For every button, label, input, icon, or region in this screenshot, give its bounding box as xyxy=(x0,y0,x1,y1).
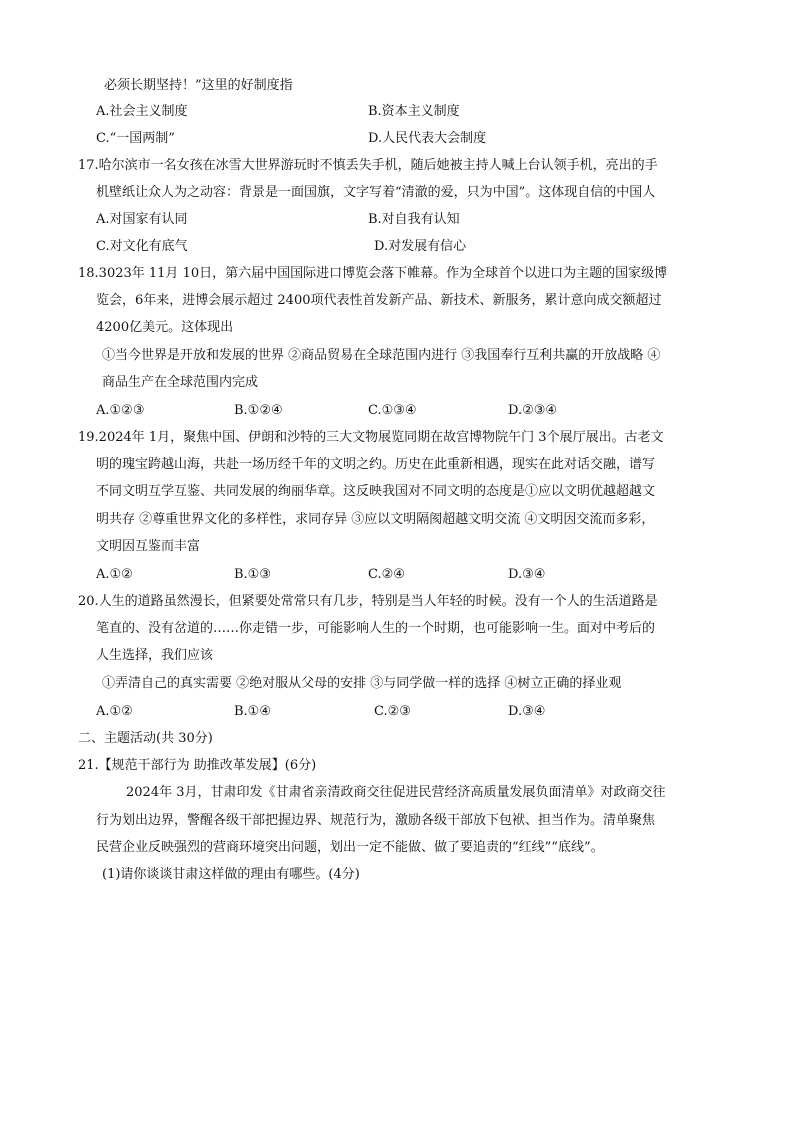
q18-stem-line-2: 览会，6年来，进博会展示超过 2400项代表性首发新产品、新技术、新服务，累计意向成交额超过 xyxy=(96,293,662,308)
q16-option-d: D.人民代表大会制度 xyxy=(368,131,487,146)
q21-para-line-1: 2024年 3月，甘肃印发《甘肃省亲清政商交往促进民营经济高质量发展负面清单》对政商交往 xyxy=(126,785,666,800)
q17-option-d: D.对发展有信心 xyxy=(374,239,467,254)
q20-stem-line-2: 笔直的、没有岔道的……你走错一步，可能影响人生的一个时期，也可能影响一生。面对中考后的 xyxy=(96,621,656,636)
q20-stem-line-3: 人生选择，我们应该 xyxy=(96,648,214,663)
q20-option-d: D.③④ xyxy=(508,704,546,719)
q17-option-b: B.对自我有认知 xyxy=(368,212,460,227)
q18-items-line-1: ①当今世界是开放和发展的世界 ②商品贸易在全球范围内进行 ③我国奉行互利共赢的开放战略 ④ xyxy=(102,348,661,363)
q16-option-b: B.资本主义制度 xyxy=(368,104,460,119)
q16-option-a: A.社会主义制度 xyxy=(96,104,188,119)
q20-option-a: A.①② xyxy=(96,704,133,719)
q19-option-a: A.①② xyxy=(96,567,133,582)
q17-option-c: C.对文化有底气 xyxy=(96,239,188,254)
q19-stem-line-4: 明共存 ②尊重世界文化的多样性，求同存异 ③应以文明隔阂超越文明交流 ④文明因交流而多彩， xyxy=(96,512,655,527)
q19-stem-line-1: 19.2024年 1月，聚焦中国、伊朗和沙特的三大文物展览同期在故宫博物院午门 3个展厅展出。古老文 xyxy=(78,430,664,445)
q16-stem-tail: 必须长期坚持！”这里的好制度指 xyxy=(104,78,293,93)
q21-title: 21.【规范干部行为 助推改革发展】(6分) xyxy=(78,758,317,773)
q19-stem-line-2: 明的瑰宝跨越山海，共赴一场历经千年的文明之约。历史在此重新相遇，现实在此对话交融，谱写 xyxy=(96,457,656,472)
q19-stem-line-3: 不同文明互学互鉴、共同发展的绚丽华章。这反映我国对不同文明的态度是①应以文明优越超越文 xyxy=(96,484,656,499)
q20-items-line-1: ①弄清自己的真实需要 ②绝对服从父母的安排 ③与同学做一样的选择 ④树立正确的择业观 xyxy=(102,676,622,691)
section-heading: 二、主题活动(共 30分) xyxy=(78,731,213,746)
q21-sub-question-1: (1)请你谈谈甘肃这样做的理由有哪些。(4分) xyxy=(102,867,360,882)
q18-stem-line-1: 18.3023年 11月 10日，第六届中国国际进口博览会落下帷幕。作为全球首个以进口为主题的国家级博 xyxy=(78,266,668,281)
q20-stem-line-1: 20.人生的道路虽然漫长，但紧要处常常只有几步，特别是当人年轻的时候。没有一个人的生活道路是 xyxy=(78,594,658,609)
q18-option-a: A.①②③ xyxy=(96,403,145,418)
q16-option-c: C.“一国两制” xyxy=(96,131,175,146)
q19-option-c: C.②④ xyxy=(368,567,405,582)
q21-para-line-3: 民营企业反映强烈的营商环境突出问题，划出一定不能做、做了要追责的“红线”“底线”。 xyxy=(96,840,604,855)
q17-stem-line-2: 机壁纸让众人为之动容：背景是一面国旗，文字写着“清澈的爱，只为中国”。这体现自信的中国人 xyxy=(96,185,656,200)
q19-stem-line-5: 文明因互鉴而丰富 xyxy=(96,539,201,554)
q19-option-d: D.③④ xyxy=(508,567,546,582)
q19-option-b: B.①③ xyxy=(234,567,271,582)
q17-stem-line-1: 17.哈尔滨市一名女孩在冰雪大世界游玩时不慎丢失手机，随后她被主持人喊上台认领手机，亮出的手 xyxy=(78,158,658,173)
q18-stem-line-3: 4200亿美元。这体现出 xyxy=(96,320,234,335)
q20-option-b: B.①④ xyxy=(234,704,271,719)
q17-option-a: A.对国家有认同 xyxy=(96,212,188,227)
q18-option-b: B.①②④ xyxy=(234,403,283,418)
q18-option-c: C.①③④ xyxy=(368,403,417,418)
q20-option-c: C.②③ xyxy=(374,704,411,719)
q18-items-line-2: 商品生产在全球范围内完成 xyxy=(102,375,259,390)
q21-para-line-2: 行为划出边界，警醒各级干部把握边界、规范行为，激励各级干部放下包袱、担当作为。清单聚焦 xyxy=(96,813,656,828)
q18-option-d: D.②③④ xyxy=(508,403,558,418)
